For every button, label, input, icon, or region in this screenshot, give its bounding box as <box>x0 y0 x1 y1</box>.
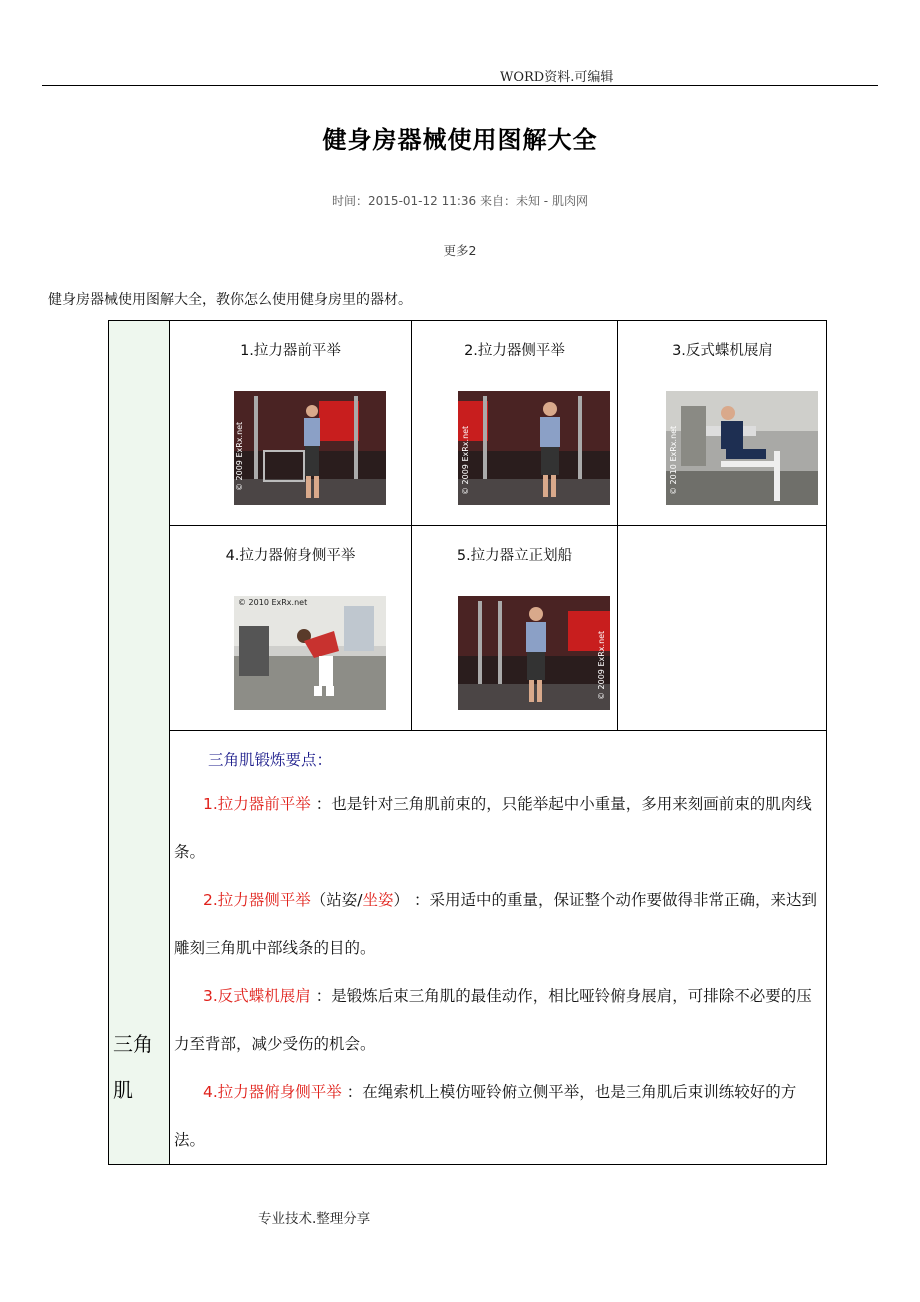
exercise-cell-5 <box>412 526 618 731</box>
intro-text: 健身房器械使用图解大全，教你怎么使用健身房里的器材。 <box>48 292 412 308</box>
training-notes <box>170 730 826 1164</box>
note-item-2-body: ：采用适中的重量，保证整个动作要做得非常正确，来达到雕刻三角肌中部线条的目的。 <box>174 891 818 957</box>
exercise-cell-3 <box>618 321 827 526</box>
exercise-photo-1 <box>234 391 386 505</box>
exercise-caption-5: 5.拉力器立正划船 <box>456 548 573 564</box>
exercise-caption-3: 3.反式蝶机展肩 <box>672 343 773 359</box>
note-item-4 <box>174 1068 824 1164</box>
header-rule <box>42 85 878 86</box>
note-item-3-name: 3.反式蝶机展肩 <box>203 987 311 1005</box>
exercise-photo-4 <box>234 596 386 710</box>
muscle-group-cell <box>109 321 170 1164</box>
exercise-caption-2: 2.拉力器侧平举 <box>464 343 565 359</box>
photo-watermark-1: © 2009 ExRx.net <box>235 421 244 491</box>
note-item-1-body: ：也是针对三角肌前束的，只能举起中小重量，多用来刻画前束的肌肉线条。 <box>174 795 812 861</box>
note-item-2-alt: 坐姿 <box>362 891 394 909</box>
exercise-caption-4: 4.拉力器俯身侧平举 <box>225 548 356 564</box>
exercise-cell-4 <box>170 526 412 731</box>
muscle-group-label <box>113 1021 167 1113</box>
exercise-caption-1: 1.拉力器前平举 <box>240 343 341 359</box>
header-text: WORD资料.可编辑 <box>500 70 614 85</box>
exercise-cell-1 <box>170 321 412 526</box>
exercise-photo-2 <box>458 391 610 505</box>
exercise-photo-5 <box>458 596 610 710</box>
note-item-2 <box>174 876 824 972</box>
footer-text: 专业技术.整理分享 <box>258 1211 371 1227</box>
note-item-2-post: ） <box>393 891 410 909</box>
photo-watermark-2: © 2009 ExRx.net <box>461 425 470 495</box>
exercise-cell-2 <box>412 321 618 526</box>
note-item-2-pre: （站姿/ <box>310 891 363 909</box>
page-title: 健身房器械使用图解大全 <box>322 126 598 154</box>
more-link[interactable]: 更多2 <box>443 243 477 258</box>
note-item-2-name: 2.拉力器侧平举 <box>203 891 311 909</box>
photo-watermark-4: © 2010 ExRx.net <box>238 598 308 607</box>
exercise-table <box>108 320 827 1165</box>
notes-heading: 三角肌锻炼要点： <box>208 751 333 769</box>
note-item-3-body: ：是锻炼后束三角肌的最佳动作，相比哑铃俯身展肩，可排除不必要的压力至背部，减少受伤的机会。 <box>174 987 812 1053</box>
note-item-4-body: ：在绳索机上模仿哑铃俯立侧平举，也是三角肌后束训练较好的方法。 <box>174 1083 797 1149</box>
muscle-group-label-line2: 肌 <box>113 1078 133 1102</box>
article-meta: 时间：2015-01-12 11:36 来自：未知 - 肌肉网 <box>332 194 588 208</box>
note-item-3 <box>174 972 824 1068</box>
photo-watermark-3: © 2010 ExRx.net <box>669 425 678 495</box>
note-item-4-name: 4.拉力器俯身侧平举 <box>203 1083 342 1101</box>
exercise-photo-3 <box>666 391 818 505</box>
muscle-group-label-line1: 三角 <box>113 1032 153 1056</box>
empty-cell <box>618 526 827 731</box>
note-item-1-name: 1.拉力器前平举 <box>203 795 311 813</box>
note-item-1 <box>174 780 824 876</box>
photo-watermark-5: © 2009 ExRx.net <box>597 630 606 700</box>
